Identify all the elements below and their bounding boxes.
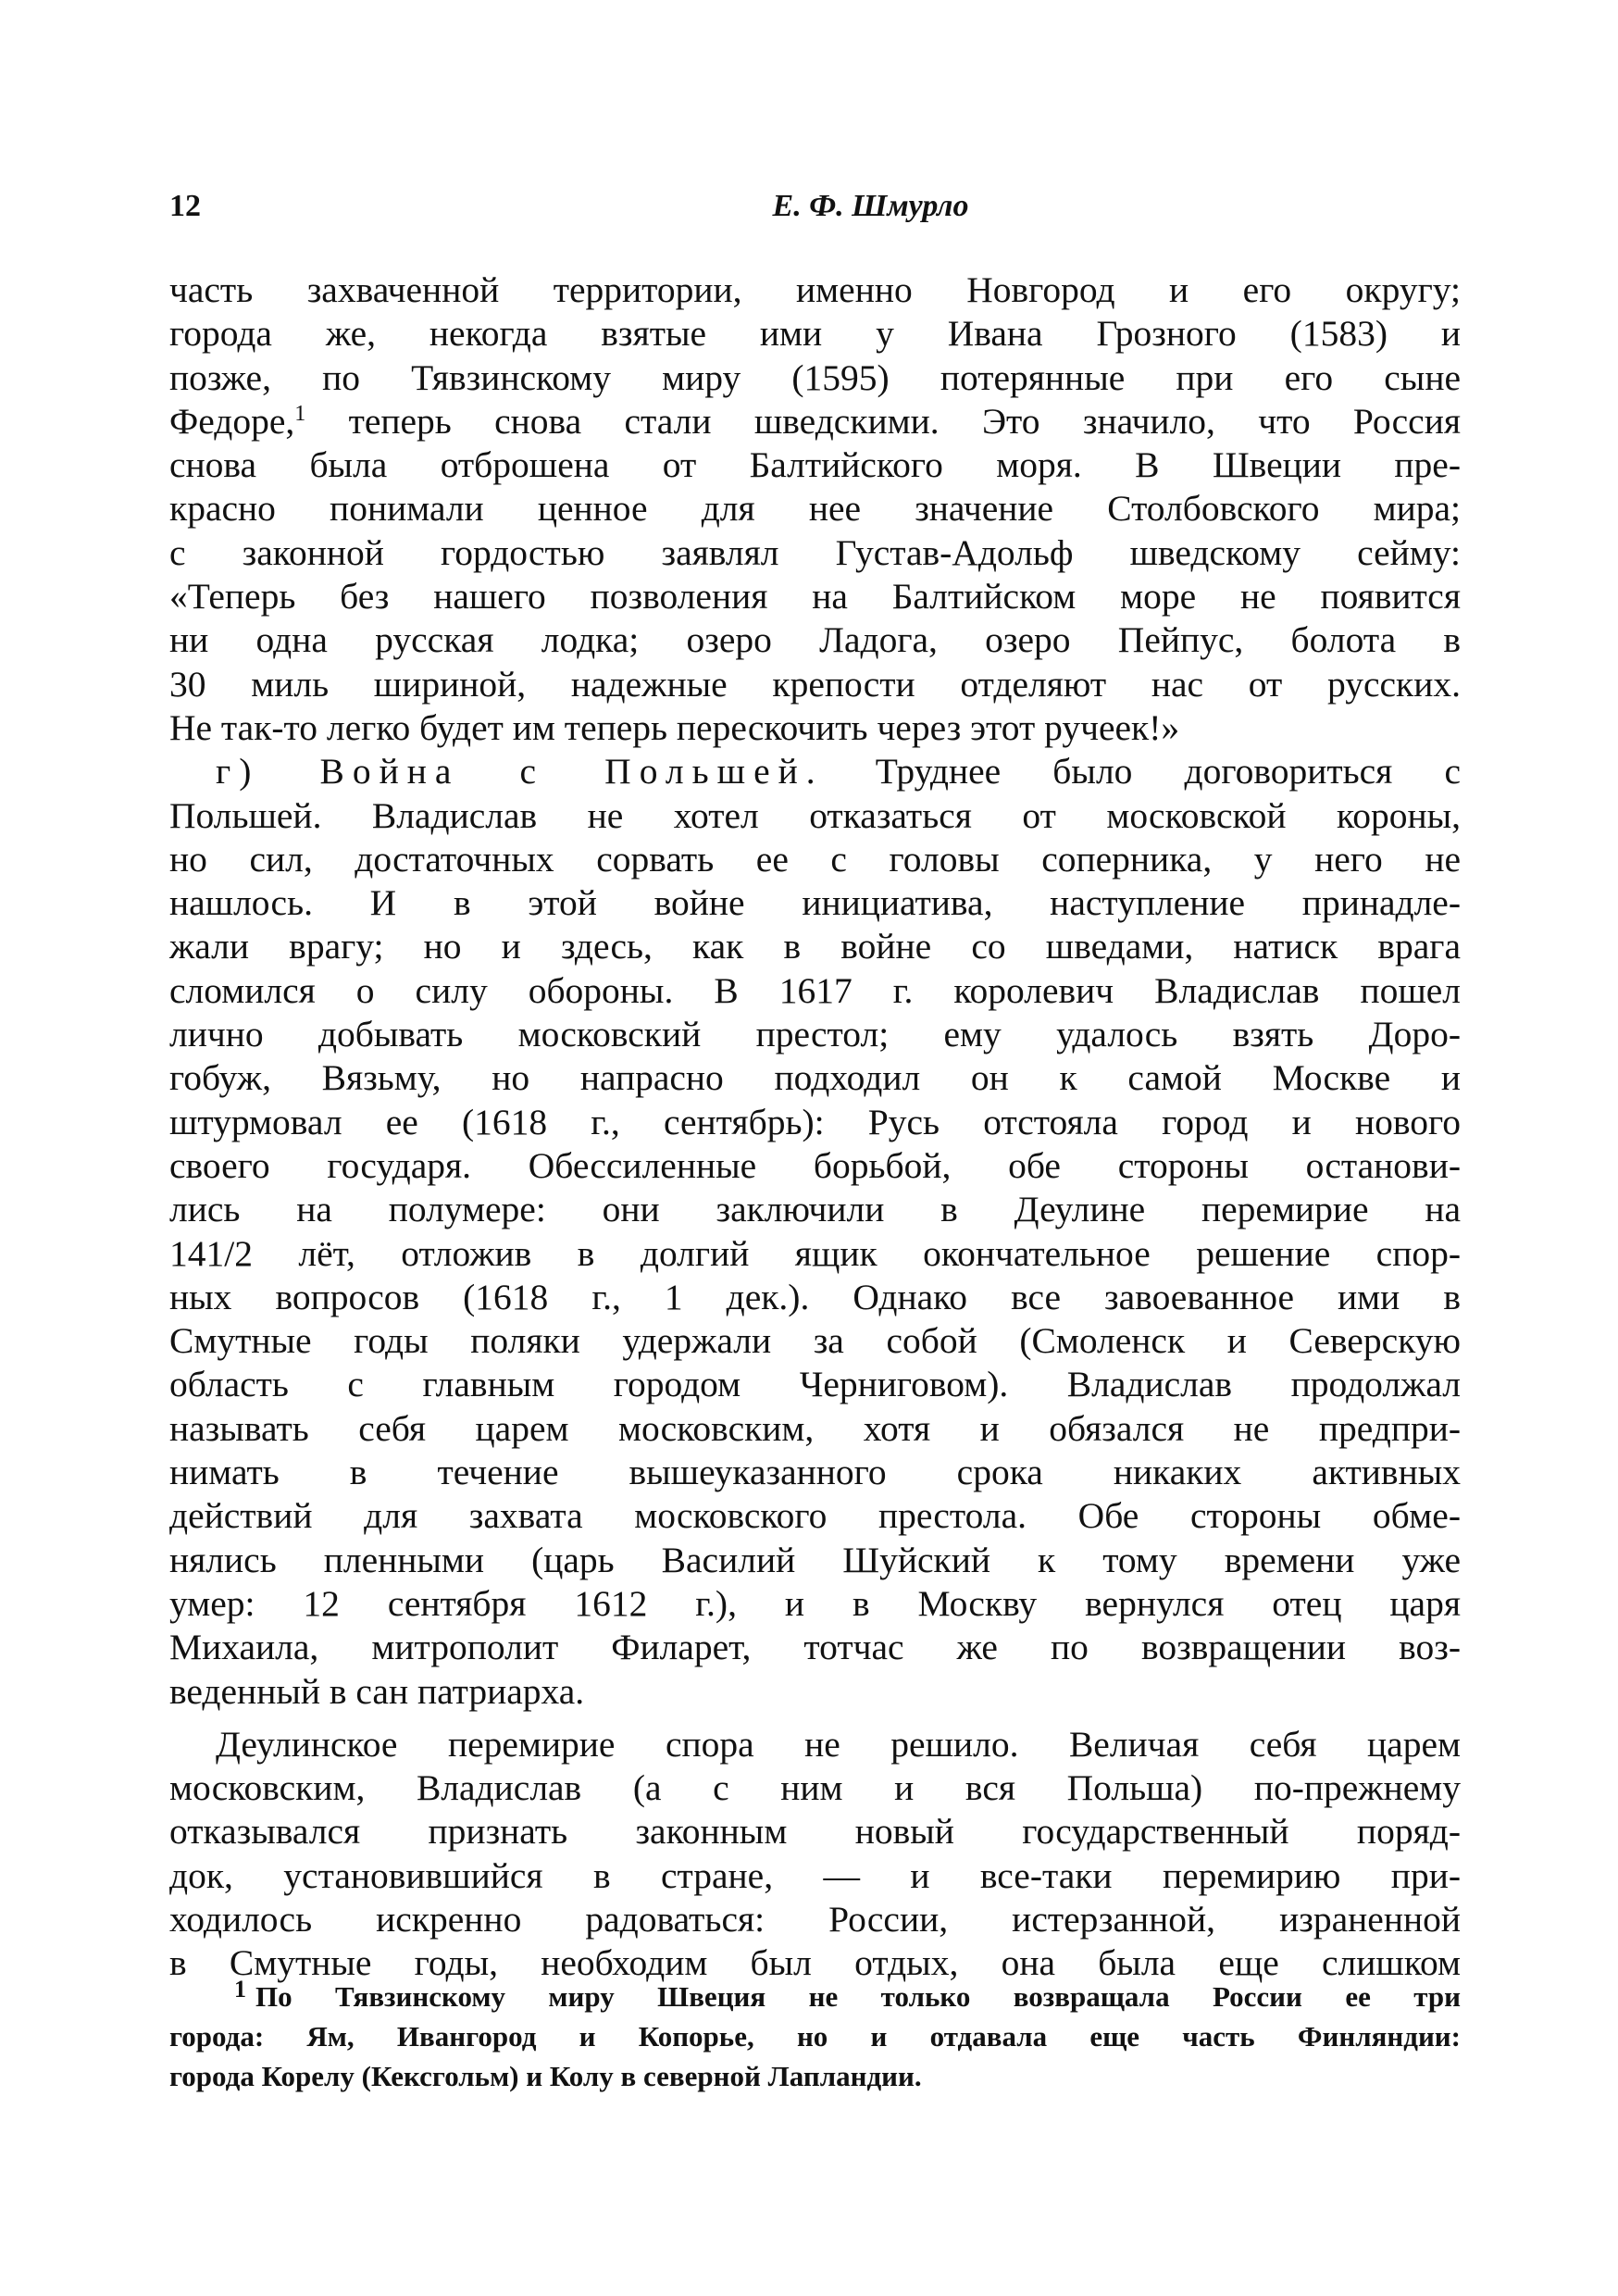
running-head <box>169 189 1461 235</box>
text-line: отказывался признать законным новый государственный поряд- <box>169 1811 1461 1853</box>
text-line: своего государя. Обессиленные борьбой, обе стороны останови- <box>169 1144 1461 1186</box>
text-line: снова была отброшена от Балтийского моря. В Швеции пре- <box>169 444 1461 486</box>
text-line: красно понимали ценное для нее значение Столбовского мира; <box>169 488 1461 530</box>
text-line: Не так-то легко будет им теперь перескочить через этот ручеек!» <box>169 706 1180 748</box>
text-line: нимать в течение вышеуказанного срока никаких активных <box>169 1452 1461 1493</box>
text-line: лись на полумере: они заключили в Деулине перемирие на <box>169 1189 1461 1230</box>
text-line: док, установившийся в стране, — и все-таки перемирию при- <box>169 1854 1461 1896</box>
footnote-line: города Корелу (Кексгольм) и Колу в северной Лапландии. <box>169 2060 922 2092</box>
text-line: лично добывать московский престол; ему удалось взять Доро- <box>169 1014 1461 1055</box>
text-line: ных вопросов (1618 г., 1 дек.). Однако все завоеванное ими в <box>169 1276 1461 1317</box>
text-line: нашлось. И в этой войне инициатива, наступление принадле- <box>169 882 1461 924</box>
footnote-reference: 1 <box>294 401 306 426</box>
text-line: в Смутные годы, необходим был отдых, она была еще слишком <box>169 1942 1461 1984</box>
text-line: часть захваченной территории, именно Новгород и его округу; <box>169 269 1461 310</box>
text-line: умер: 12 сентября 1612 г.), и в Москву вернулся отец царя <box>169 1582 1461 1624</box>
footnote-line <box>169 1977 1461 2016</box>
text-fragment: По Тявзинскому миру Швеция не только возвращала России ее три <box>255 1980 1461 2013</box>
text-line: называть себя царем московским, хотя и обязался не предпри- <box>169 1407 1461 1449</box>
text-line: Смутные годы поляки удержали за собой (Смоленск и Северскую <box>169 1320 1461 1362</box>
section-heading: г) Война с Польшей. <box>216 751 824 792</box>
text-line: Михаила, митрополит Филарет, тотчас же по возвращении воз- <box>169 1627 1461 1668</box>
running-title: Е. Ф. Шмурло <box>772 189 969 223</box>
text-line: жали врагу; но и здесь, как в войне со шведами, натиск врага <box>169 926 1461 967</box>
text-line: ходилось искренно радоваться: России, истерзанной, израненной <box>169 1898 1461 1940</box>
text-line <box>169 400 1461 443</box>
text-line <box>169 1232 1461 1276</box>
text-line: города же, некогда взятые ими у Ивана Грозного (1583) и <box>169 313 1461 355</box>
text-fragment: лёт, отложив в долгий ящик окончательное решение спор- <box>252 1232 1461 1274</box>
main-text <box>169 268 1461 1986</box>
text-fragment: теперь снова стали шведскими. Это значило, что Россия <box>348 400 1461 442</box>
text-line: действий для захвата московского престола. Обе стороны обме- <box>169 1495 1461 1537</box>
text-line: гобуж, Вязьму, но напрасно подходил он к самой Москве и <box>169 1057 1461 1099</box>
text-line: с законной гордостью заявлял Густав-Адольф шведскому сейму: <box>169 531 1461 573</box>
text-line: Польшей. Владислав не хотел отказаться от московской короны, <box>169 794 1461 836</box>
text-line: ни одна русская лодка; озеро Ладога, озеро Пейпус, болота в <box>169 619 1461 661</box>
text-line: 30 миль шириной, надежные крепости отделяют нас от русских. <box>169 663 1461 705</box>
page-number: 12 <box>169 189 201 223</box>
text-line <box>169 750 1461 793</box>
text-fragment: Труднее было договориться с <box>875 751 1462 792</box>
paragraph-gap <box>169 1714 1461 1723</box>
text-line: московским, Владислав (а с ним и вся Польша) по-прежнему <box>169 1767 1461 1809</box>
text-line: веденный в сан патриарха. <box>169 1670 585 1712</box>
text-line: штурмовал ее (1618 г., сентябрь): Русь отстояла город и нового <box>169 1101 1461 1142</box>
text-fragment: Федоре, <box>169 400 295 442</box>
text-line: нялись пленными (царь Василий Шуйский к тому времени уже <box>169 1539 1461 1580</box>
footnote <box>169 1977 1461 2096</box>
fraction: 1/2 <box>205 1232 253 1274</box>
footnote-mark: 1 <box>234 1976 246 2003</box>
text-fragment: 14 <box>169 1232 206 1274</box>
text-line: «Теперь без нашего позволения на Балтийском море не появится <box>169 576 1461 618</box>
text-line: область с главным городом Черниговом). Владислав продолжал <box>169 1364 1461 1405</box>
text-line: но сил, достаточных сорвать ее с головы соперника, у него не <box>169 838 1461 880</box>
text-line: позже, по Тявзинскому миру (1595) потерянные при его сыне <box>169 356 1461 398</box>
text-line: сломился о силу обороны. В 1617 г. королевич Владислав пошел <box>169 969 1461 1011</box>
footnote-line: города: Ям, Ивангород и Копорье, но и отдавала еще часть Финляндии: <box>169 2020 1461 2053</box>
text-line: Деулинское перемирие спора не решило. Величая себя царем <box>216 1723 1461 1765</box>
